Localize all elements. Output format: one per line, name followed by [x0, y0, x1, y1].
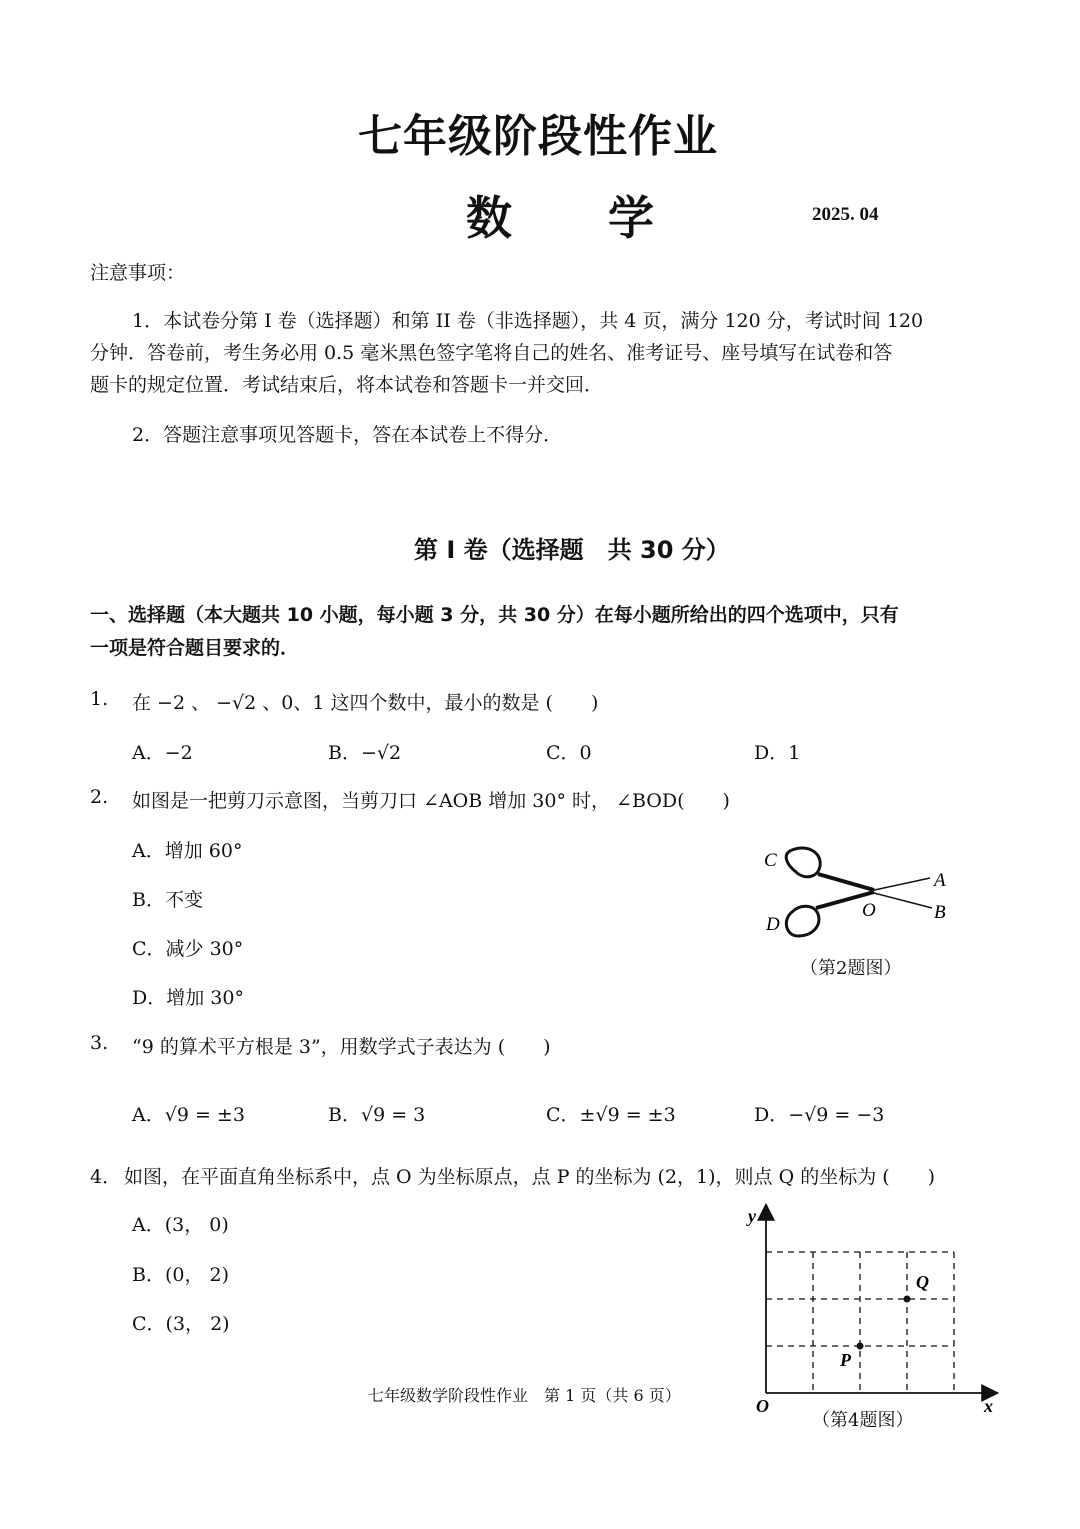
q3-number: 3. [90, 1032, 109, 1054]
label-origin: O [756, 1396, 769, 1416]
label-o: O [862, 900, 876, 921]
q1-option-a: A．−2 [132, 742, 193, 764]
scissors-drawing [786, 848, 874, 936]
q2-option-d: D．增加 30° [132, 987, 244, 1009]
q4-option-c: C．(3， 2) [132, 1313, 230, 1335]
section-instructions-line1: 一、选择题（本大题共 10 小题，每小题 3 分，共 30 分）在每小题所给出的四个选项中，只有 [90, 604, 899, 626]
q2-text: 如图是一把剪刀示意图，当剪刀口 ∠AOB 增加 30° 时， ∠BOD( ) [132, 790, 730, 812]
q3-option-d: D．−√9 = −3 [754, 1104, 885, 1126]
ray-oa [870, 878, 930, 891]
point-p [857, 1343, 864, 1350]
q2-figure-caption: （第2题图） [800, 958, 902, 979]
paper-title: 七年级阶段性作业 [358, 111, 718, 162]
q4-text: 如图，在平面直角坐标系中，点 O 为坐标原点，点 P 的坐标为 (2，1)，则点 Q 的坐标为 ( ) [124, 1166, 936, 1188]
upper-blade-shank [818, 874, 874, 890]
section-instructions-line2: 一项是符合题目要求的． [90, 637, 300, 659]
label-d: D [766, 914, 780, 935]
q2-option-a: A．增加 60° [132, 840, 243, 862]
q2-option-b: B．不变 [132, 889, 203, 911]
point-q [904, 1296, 911, 1303]
q1-option-b: B．−√2 [328, 742, 402, 764]
q4-number: 4． [90, 1166, 122, 1188]
q1-option-c: C．0 [546, 742, 592, 764]
q2-number: 2. [90, 786, 109, 808]
label-c: C [764, 850, 777, 871]
q1-option-d: D．1 [754, 742, 801, 764]
exam-date: 2025. 04 [812, 204, 879, 225]
label-y: y [748, 1206, 756, 1226]
q4-option-a: A．(3， 0) [132, 1214, 229, 1236]
q1-text: 在 −2 、 −√2 、0、1 这四个数中，最小的数是 ( ) [132, 692, 599, 714]
q1-number: 1. [90, 688, 109, 710]
section-title: 第 I 卷（选择题 共 30 分） [414, 536, 730, 564]
coordinate-grid-figure [744, 1200, 1004, 1416]
upper-handle-loop [786, 848, 820, 877]
q4-figure-caption: （第4题图） [812, 1410, 914, 1431]
label-a: A [934, 870, 946, 891]
label-p: P [840, 1350, 851, 1370]
ray-ob [870, 892, 932, 908]
notice-item1-line3: 题卡的规定位置．考试结束后，将本试卷和答题卡一并交回． [90, 374, 604, 396]
label-q: Q [916, 1272, 929, 1292]
q2-option-c: C．减少 30° [132, 938, 244, 960]
scissors-figure [752, 838, 962, 948]
page-footer: 七年级数学阶段性作业 第 1 页（共 6 页） [368, 1386, 681, 1405]
notice-item2: 2．答题注意事项见答题卡，答在本试卷上不得分． [132, 424, 563, 446]
subject-title: 数 学 [466, 191, 695, 245]
q3-option-c: C．±√9 = ±3 [546, 1104, 676, 1126]
notice-heading: 注意事项： [90, 262, 186, 284]
q3-option-b: B．√9 = 3 [328, 1104, 426, 1126]
label-x: x [984, 1396, 993, 1416]
q4-option-b: B．(0， 2) [132, 1264, 230, 1286]
notice-item1-line1: 1．本试卷分第 I 卷（选择题）和第 II 卷（非选择题），共 4 页，满分 120 分，考试时间 120 [132, 310, 924, 332]
lower-handle-loop [786, 906, 819, 936]
notice-item1-line2: 分钟．答卷前，考生务必用 0.5 毫米黑色签字笔将自己的姓名、准考证号、座号填写在试卷和答 [90, 342, 893, 364]
q3-text: “9 的算术平方根是 3”，用数学式子表达为 ( ) [132, 1036, 551, 1058]
label-b: B [934, 902, 946, 923]
q3-option-a: A．√9 = ±3 [132, 1104, 245, 1126]
